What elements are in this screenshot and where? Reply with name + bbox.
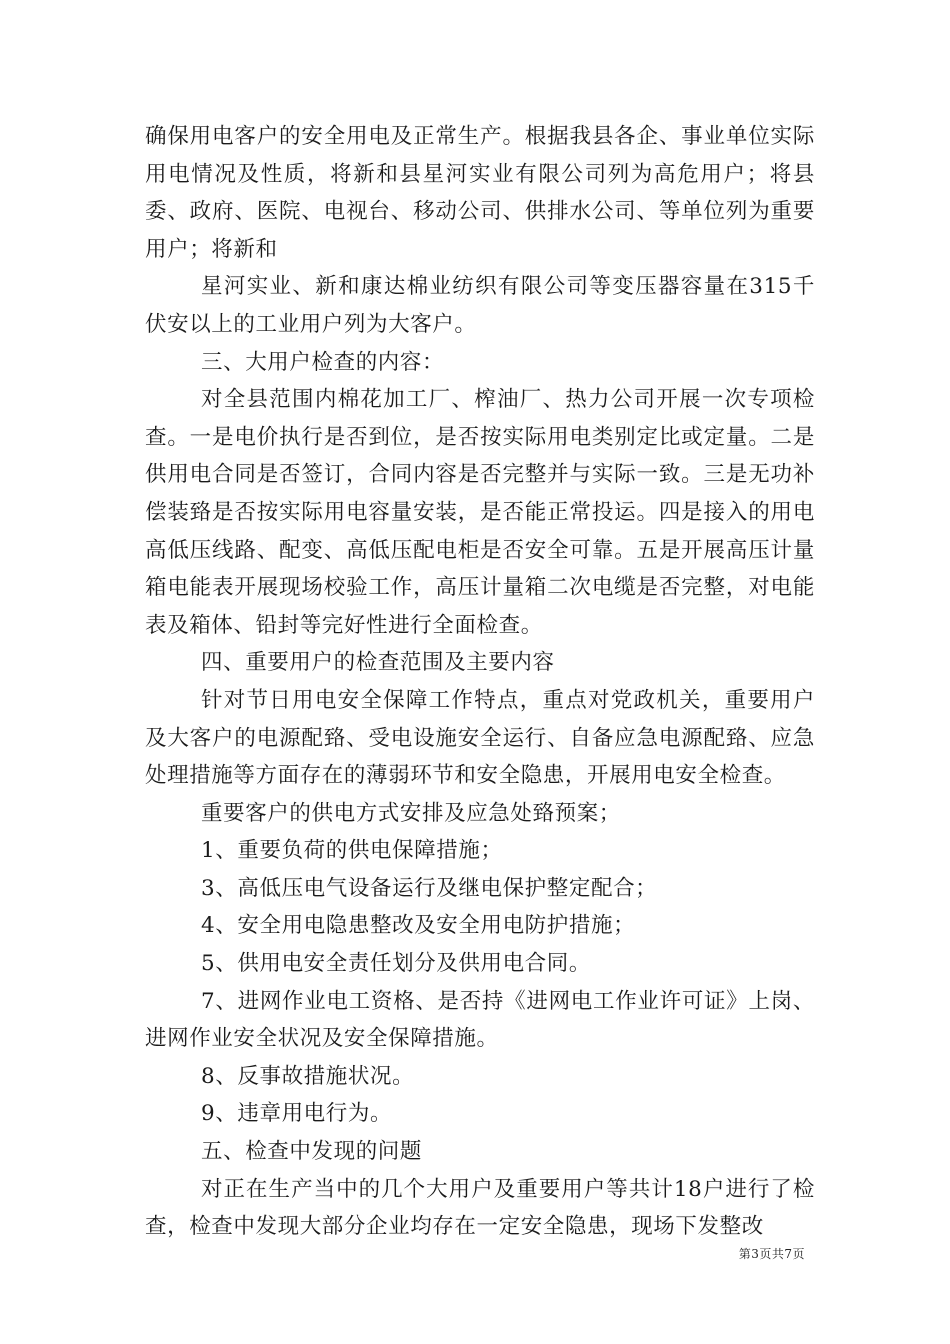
list-item: 4、安全用电隐患整改及安全用电防护措施； (201, 913, 636, 939)
paragraph: 对全县范围内棉花加工厂、榨油厂、热力公司开展一次专项检查。一是电价执行是否到位，是否按实际用电类别定比或定量。二是供用电合同是否签订，合同内容是否完整并与实际一致。三是无功补偿装臵是否按实际用电容量安装，是否能正常投运。四是接入的用电高低压线路、配变、高低压配电柜是否安全可靠。五是开展高压计量箱电能表开展现场校验工作，高压计量箱二次电缆是否完整，对电能表及箱体、铅封等完好性进行全面检查。 (145, 387, 815, 638)
paragraph: 重要客户的供电方式安排及应急处臵预案； (201, 800, 621, 826)
list-item: 8、反事故措施状况。 (201, 1063, 415, 1089)
paragraph: 确保用电客户的安全用电及正常生产。根据我县各企、事业单位实际用电情况及性质，将新和县星河实业有限公司列为高危用户；将县委、政府、医院、电视台、移动公司、供排水公司、等单位列为重要用户；将新和 (145, 124, 815, 262)
list-item: 5、供用电安全责任划分及供用电合同。 (201, 951, 591, 977)
list-item: 7、进网作业电工资格、是否持《进网电工作业许可证》上岗、进网作业安全状况及安全保障措施。 (145, 988, 815, 1052)
page-number: 第3页共7页 (738, 1247, 805, 1261)
document-body (145, 118, 815, 1246)
paragraph: 针对节日用电安全保障工作特点，重点对党政机关，重要用户及大客户的电源配臵、受电设施安全运行、自备应急电源配臵、应急处理措施等方面存在的薄弱环节和安全隐患，开展用电安全检查。 (145, 687, 815, 789)
list-item: 1、重要负荷的供电保障措施； (201, 838, 503, 864)
paragraph: 对正在生产当中的几个大用户及重要用户等共计18户进行了检查，检查中发现大部分企业均存在一定安全隐患，现场下发整改 (145, 1176, 815, 1240)
section-heading: 三、大用户检查的内容： (201, 349, 445, 375)
list-item: 9、违章用电行为。 (201, 1101, 393, 1127)
section-heading: 五、检查中发现的问题 (201, 1139, 423, 1165)
paragraph: 星河实业、新和康达棉业纺织有限公司等变压器容量在315千伏安以上的工业用户列为大客户。 (145, 274, 815, 337)
list-item: 3、高低压电气设备运行及继电保护整定配合； (201, 875, 658, 901)
section-heading: 四、重要用户的检查范围及主要内容 (201, 650, 555, 676)
